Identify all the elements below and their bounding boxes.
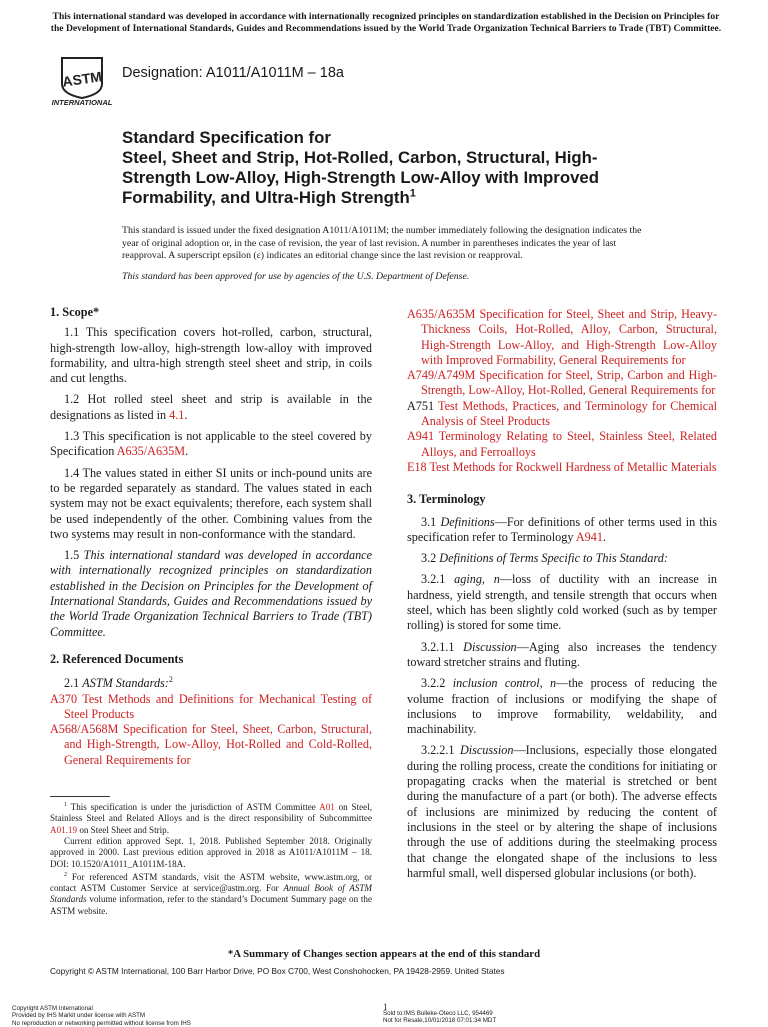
scope-heading: 1. Scope* xyxy=(50,305,100,319)
summary-note: *A Summary of Changes section appears at the end of this standard xyxy=(227,948,541,960)
title-line-1: Standard Specification for xyxy=(122,128,331,147)
logo-word: INTERNATIONAL xyxy=(51,98,113,106)
footnote-rule xyxy=(50,796,110,797)
license-line: No reproduction or networking permitted without license from IHS xyxy=(12,1019,191,1027)
section-3-1: 3.1 Definitions—For definitions of other terms used in this specification refer to Terminology A941. xyxy=(407,514,718,544)
committee-link[interactable]: A01 xyxy=(319,802,335,813)
footnote-1: $^1$ This specification is under the jurisdiction of ASTM Committee A01 on Steel, Stainless Steel and Related Alloys and is the direct responsibility of Subcommittee A01.19 on Steel Sheet and Strip. xyxy=(50,802,372,835)
section-2-1: 2.1 ASTM Standards:$^2$ xyxy=(64,675,173,691)
ref-code: A751 xyxy=(407,398,435,413)
section-1-3: 1.3 This specification is not applicable to the steel covered by Specification A635/A635M. xyxy=(50,429,372,459)
right-column xyxy=(407,307,717,881)
section-3-2: 3.2 Definitions of Terms Specific to This Standard: xyxy=(421,551,668,566)
section-1-2: 1.2 Hot rolled steel sheet and strip is available in the designations as listed in 4.1. xyxy=(50,392,372,422)
section-3-2-1-1: 3.2.1.1 Discussion—Aging also increases the tendency toward stretcher strains and fluting. xyxy=(407,639,717,669)
ref-code-link[interactable]: A749/A749M xyxy=(407,368,476,383)
footnote-edition: Current edition approved Sept. 1, 2018. Published September 2018. Originally approved in 2000. Last previous edition approved in 2018 as A1011/A1011M – 18. DOI: 10.1520/A1011_A1011M-18A. xyxy=(50,835,372,869)
license-line: Sold to:IMS Bulleke-Oteco LLC, 954469 xyxy=(383,1010,493,1017)
ref-entry: A751 Test Methods, Practices, and Terminology for Chemical Analysis of Steel Products xyxy=(407,398,717,429)
title-line-4: Formability, and Ultra-High Strength xyxy=(122,188,410,207)
section-link[interactable]: 4.1 xyxy=(169,407,185,422)
terminology-heading: 3. Terminology xyxy=(407,492,486,507)
license-line: Provided by IHS Markit under license with ASTM xyxy=(12,1012,146,1020)
ref-code-link[interactable]: A941 xyxy=(407,429,435,444)
page-number: 1 xyxy=(383,1002,388,1012)
section-1-5: 1.5 This international standard was developed in accordance with internationally recognized principles on standardization established in the Decision on Principles for the Development of International Standards, Guides and Recommendations issued by the World Trade Organization Technical Barriers to Trade (TBT) Committee. xyxy=(50,548,373,639)
title-line-2: Steel, Sheet and Strip, Hot-Rolled, Carbon, Structural, High- xyxy=(122,148,598,167)
license-line: Copyright ASTM International xyxy=(12,1005,93,1012)
ref-entry: A370 Test Methods and Definitions for Mechanical Testing of Steel Products xyxy=(50,691,372,721)
ref-code-link[interactable]: A635/A635M xyxy=(407,307,476,321)
subcommittee-link[interactable]: A01.19 xyxy=(50,824,78,835)
refdocs-heading: 2. Referenced Documents xyxy=(50,651,184,666)
astm-logo xyxy=(50,54,114,106)
header-notice: This international standard was developed in accordance with internationally recognized principles on standardization established in the Decision on Principles for the Development of International Standards, Guides and Recommendations issued by the World Trade Organization Technical Barriers to Trade (TBT) Committee. xyxy=(50,11,722,34)
ref-entry: A635/A635M Specification for Steel, Sheet and Strip, Heavy-Thickness Coils, Hot-Rolled, Alloy, Carbon, Structural, High-Strength Low-Alloy, and High-Strength Low-Alloy with Improved Formability, General Requirements for xyxy=(407,307,718,367)
issue-line: year of original adoption or, in the case of revision, the year of last revision. A number in parentheses indicates the year of last xyxy=(122,237,617,249)
designation: Designation: A1011/A1011M – 18a xyxy=(122,65,344,81)
title-footnote-ref[interactable]: 1 xyxy=(409,187,416,200)
license-line: Not for Resale,10/01/2018 07:01:34 MDT xyxy=(383,1017,497,1025)
license-right xyxy=(383,1010,496,1025)
ref-entry: E18 Test Methods for Rockwell Hardness of Metallic Materials xyxy=(407,459,717,474)
left-column xyxy=(50,305,372,768)
ref-entry: A568/A568M Specification for Steel, Sheet, Carbon, Structural, and High-Strength, Low-Alloy, Hot-Rolled and Cold-Rolled, General Requirements for xyxy=(50,722,372,767)
section-3-2-1: 3.2.1 aging, n—loss of ductility with an increase in hardness, yield strength, and tensile strength that occurs when steel, which has been slightly cold worked (such as by temper rolling) is stored for some time. xyxy=(407,572,718,633)
issue-line: This standard is issued under the fixed designation A1011/A1011M; the number immediately following the designation indicates the xyxy=(122,225,642,236)
ref-code-link[interactable]: E18 xyxy=(407,459,427,474)
ref-entry: A941 Terminology Relating to Steel, Stainless Steel, Related Alloys, and Ferroalloys xyxy=(407,429,718,459)
ref-entry: A749/A749M Specification for Steel, Strip, Carbon and High-Strength, Low-Alloy, Hot-Rolled, General Requirements for xyxy=(407,368,717,398)
copyright-line: Copyright © ASTM International, 100 Barr Harbor Drive, PO Box C700, West Conshohocken, PA 19428-2959. United States xyxy=(50,966,505,976)
astm-logo-mark xyxy=(50,54,114,106)
ref-code-link[interactable]: A370 xyxy=(50,691,78,706)
terminology-link[interactable]: A941 xyxy=(575,529,603,544)
section-3-2-2: 3.2.2 inclusion control, n—the process of reducing the volume fraction of inclusions or modifying the shape of inclusions to improve formability, weldability, and machinability. xyxy=(407,676,717,737)
document-title xyxy=(122,128,682,208)
issue-statement xyxy=(122,225,726,263)
title-line-3: Strength Low-Alloy, High-Strength Low-Alloy with Improved xyxy=(122,168,599,187)
dod-approval: This standard has been approved for use by agencies of the U.S. Department of Defense. xyxy=(122,271,470,282)
ref-code-link[interactable]: A568/A568M xyxy=(50,722,119,737)
footnote-2: $^2$ For referenced ASTM standards, visit the ASTM website, www.astm.org, or contact ASTM Customer Service at service@astm.org. For Annual Book of ASTM Standards volume information, refer to the standard’s Document Summary page on the ASTM website. xyxy=(50,871,373,916)
issue-line: reapproval. A superscript epsilon (ε) indicates an editorial change since the last revision or reapproval. xyxy=(122,250,523,262)
section-1-1: 1.1 This specification covers hot-rolled, carbon, structural, high-strength low-alloy, high-strength low-alloy with improved formability, and ultra-high strength steel sheet and strip, in coils and cut lengths. xyxy=(50,325,372,386)
logo-letters: ASTM xyxy=(61,68,103,90)
standard-link[interactable]: A635/A635M xyxy=(116,444,186,459)
section-3-2-2-1: 3.2.2.1 Discussion—Inclusions, especially those elongated during the rolling process, create the conditions for initiating or propagating cracks when the material is stretched or bent during the manufacture of a part (or both). The adverse effects of inclusions are minimized by reducing the content of inclusions in the steel or by altering the shape of inclusions through the use of additions during the steelmaking process that change the elongated shape of the inclusions to less harmful small, well dispersed globular inclusions (or both). xyxy=(407,743,717,880)
section-1-4: 1.4 The values stated in either SI units or inch-pound units are to be regarded separately as standard. The values stated in each system may not be exact equivalents; therefore, each system shall be used independently of the other. Combining values from the two systems may result in non-conformance with the standard. xyxy=(50,465,372,541)
footnotes xyxy=(50,800,372,917)
